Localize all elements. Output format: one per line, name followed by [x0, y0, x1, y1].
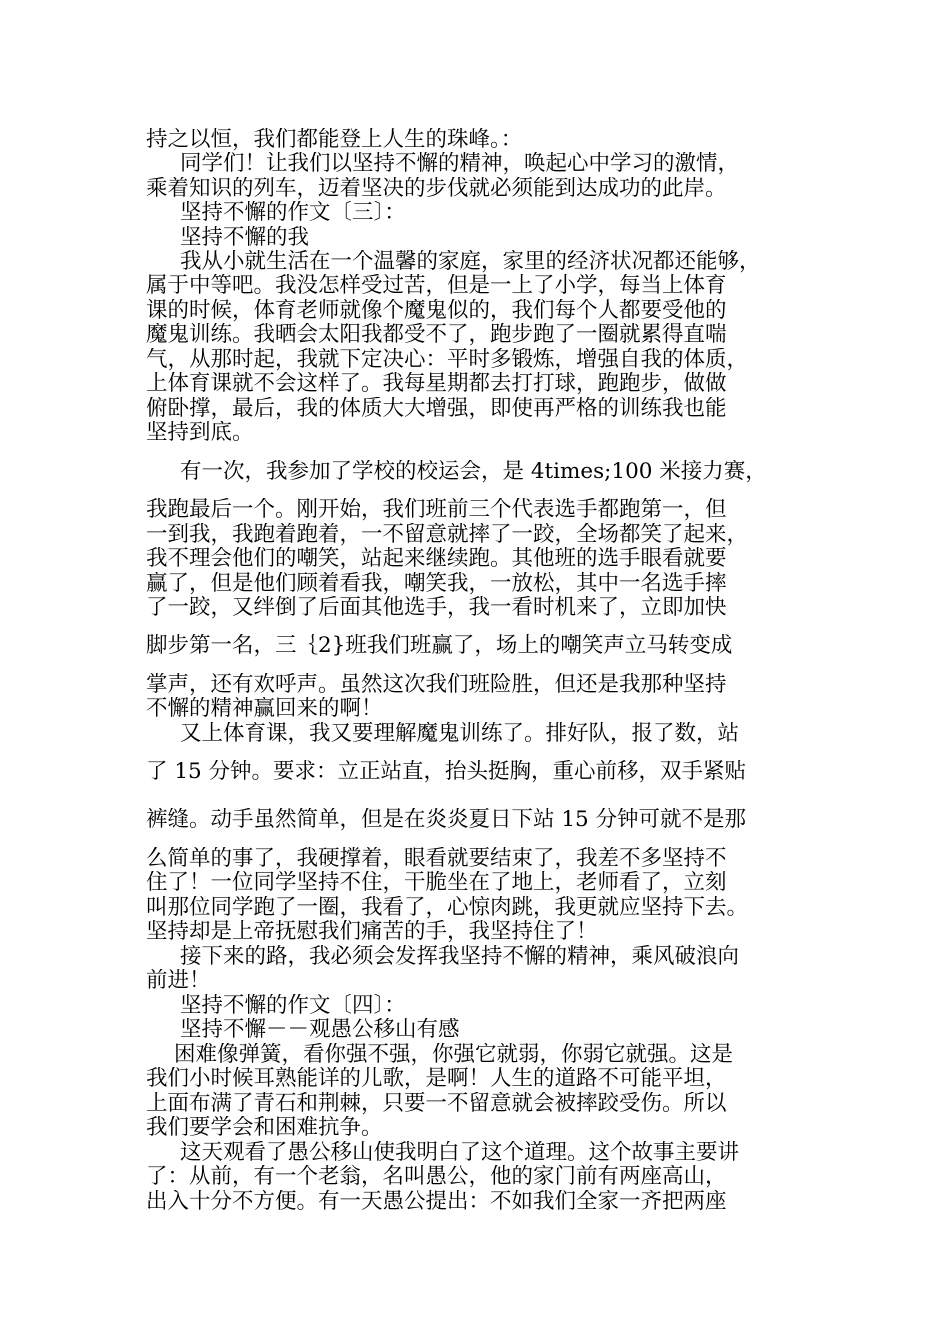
section-heading: 坚持不懈的作文〔四〕： [180, 994, 406, 1018]
section-heading: 坚持不懈的作文〔三〕： [180, 201, 406, 225]
text-line: 赢了，但是他们顾着看我，嘲笑我，一放松，其中一名选手摔 [146, 572, 727, 596]
essay-title: 坚持不懈的我 [180, 226, 310, 250]
text-line: 这天观看了愚公移山使我明白了这个道理。这个故事主要讲 [180, 1141, 740, 1165]
text-line: 魔鬼训练。我晒会太阳我都受不了，跑步跑了一圈就累得直喘 [146, 323, 727, 347]
text-line: 我跑最后一个。刚开始，我们班前三个代表选手都跑第一，但 [146, 498, 727, 522]
text-line: 前进！ [146, 969, 211, 993]
text-line: 脚步第一名，三｛2}班我们班赢了，场上的嘲笑声立马转变成 [146, 634, 733, 658]
text-line: 同学们！让我们以坚持不懈的精神，唤起心中学习的激情， [180, 152, 740, 176]
text-line: 属于中等吧。我没怎样受过苦，但是一上了小学，每当上体育 [146, 274, 727, 298]
text-line: 了：从前，有一个老翁，名叫愚公，他的家门前有两座高山， [146, 1165, 727, 1189]
essay-title: 坚持不懈－－观愚公移山有感 [180, 1018, 460, 1042]
text-line: 我们小时候耳熟能详的儿歌，是啊！人生的道路不可能平坦， [146, 1067, 727, 1091]
text-line: 持之以恒，我们都能登上人生的珠峰。： [146, 128, 523, 152]
text-line: 困难像弹簧，看你强不强，你强它就弱，你弱它就强。这是 [174, 1043, 734, 1067]
text-line: 有一次，我参加了学校的校运会，是 4times;100 米接力赛， [180, 460, 767, 484]
text-line: 乘着知识的列车，迈着坚决的步伐就必须能到达成功的此岸。 [146, 177, 727, 201]
text-line: 气，从那时起，我就下定决心：平时多锻炼，增强自我的体质， [146, 348, 749, 372]
text-line: 坚持到底。 [146, 421, 254, 445]
text-line: 么简单的事了，我硬撑着，眼看就要结束了，我差不多坚持不 [146, 847, 727, 871]
text-line: 叫那位同学跑了一圈，我看了，心惊肉跳，我更就应坚持下去。 [146, 896, 749, 920]
text-line: 住了！一位同学坚持不住，干脆坐在了地上，老师看了，立刻 [146, 871, 727, 895]
text-line: 一到我，我跑着跑着，一不留意就摔了一跤，全场都笑了起来， [146, 523, 749, 547]
text-line: 我从小就生活在一个温馨的家庭，家里的经济状况都还能够， [180, 250, 761, 274]
text-line: 了 15 分钟。要求：立正站直，抬头挺胸，重心前移，双手紧贴 [146, 760, 747, 784]
text-line: 上面布满了青石和荆棘，只要一不留意就会被摔跤受伤。所以 [146, 1092, 727, 1116]
text-line: 坚持却是上帝抚慰我们痛苦的手，我坚持住了！ [146, 920, 598, 944]
text-line: 掌声，还有欢呼声。虽然这次我们班险胜，但还是我那种坚持 [146, 673, 727, 697]
text-line: 接下来的路，我必须会发挥我坚持不懈的精神，乘风破浪向 [180, 945, 740, 969]
text-line: 了一跤，又绊倒了后面其他选手，我一看时机来了，立即加快 [146, 596, 727, 620]
text-line: 俯卧撑，最后，我的体质大大增强，即使再严格的训练我也能 [146, 397, 727, 421]
text-line: 不懈的精神赢回来的啊！ [146, 697, 383, 721]
text-line: 又上体育课，我又要理解魔鬼训练了。排好队，报了数，站 [180, 722, 740, 746]
text-line: 出入十分不方便。有一天愚公提出：不如我们全家一齐把两座 [146, 1190, 727, 1214]
text-line: 我不理会他们的嘲笑，站起来继续跑。其他班的选手眼看就要 [146, 547, 727, 571]
text-line: 我们要学会和困难抗争。 [146, 1116, 383, 1140]
text-line: 课的时候，体育老师就像个魔鬼似的，我们每个人都要受他的 [146, 299, 727, 323]
text-line: 裤缝。动手虽然简单，但是在炎炎夏日下站 15 分钟可就不是那 [146, 808, 747, 832]
text-line: 上体育课就不会这样了。我每星期都去打打球，跑跑步，做做 [146, 372, 727, 396]
